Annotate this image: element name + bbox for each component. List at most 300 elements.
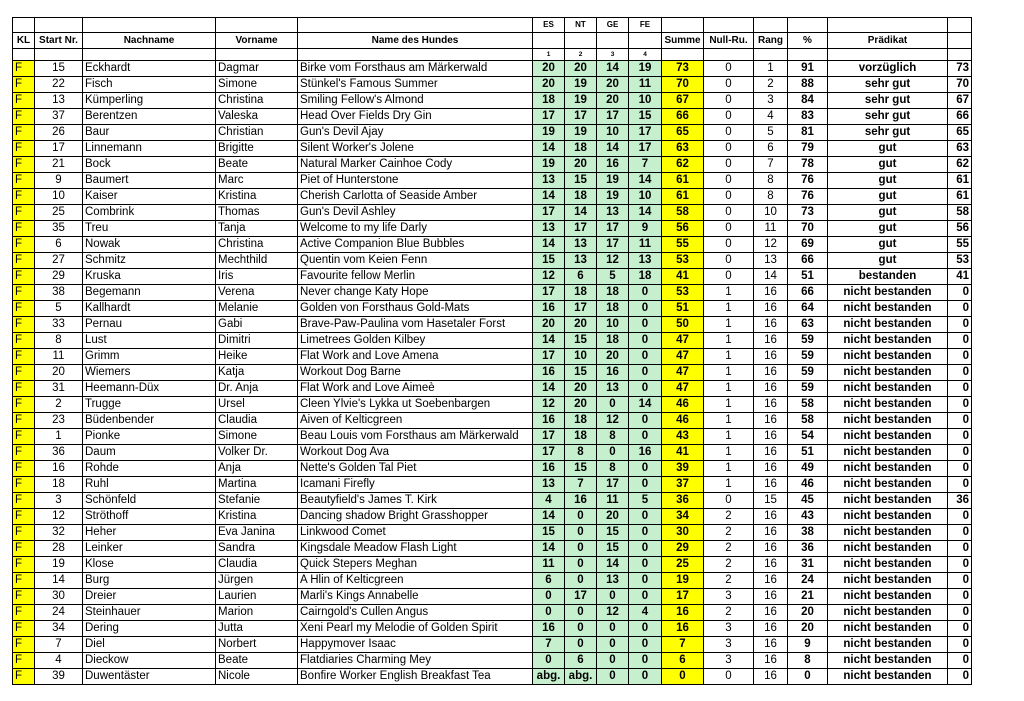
cell-vorname: Marc: [216, 173, 298, 189]
cell-vorname: Volker Dr.: [216, 445, 298, 461]
cell-vorname: Melanie: [216, 301, 298, 317]
cell-hund: Piet of Hunterstone: [298, 173, 533, 189]
cell-start-nr: 18: [35, 477, 83, 493]
cell-hund: Dancing shadow Bright Grasshopper: [298, 509, 533, 525]
cell-prozent: 59: [788, 333, 828, 349]
cell-nachname: Baur: [83, 125, 216, 141]
cell-start-nr: 35: [35, 221, 83, 237]
cell-es: 17: [533, 429, 565, 445]
cell-hund: Marli's Kings Annabelle: [298, 589, 533, 605]
cell-hund: Bonfire Worker English Breakfast Tea: [298, 669, 533, 685]
table-row: [13, 109, 972, 125]
cell-praedikat: nicht bestanden: [828, 493, 948, 509]
cell-start-nr: 1: [35, 429, 83, 445]
cell-null-ru: 0: [704, 109, 754, 125]
cell-nt: 14: [565, 205, 597, 221]
header-kl: [13, 18, 35, 33]
cell-praedikat: nicht bestanden: [828, 637, 948, 653]
cell-praedikat: sehr gut: [828, 125, 948, 141]
cell-fe: 0: [629, 413, 662, 429]
cell-kl: F: [13, 237, 35, 253]
cell-es: 14: [533, 509, 565, 525]
cell-prozent: 83: [788, 109, 828, 125]
cell-vorname: Simone: [216, 77, 298, 93]
cell-kl: F: [13, 157, 35, 173]
table-row: [13, 445, 972, 461]
table-row: [13, 269, 972, 285]
cell-nt: 0: [565, 557, 597, 573]
cell-vorname: Nicole: [216, 669, 298, 685]
cell-nt: 15: [565, 461, 597, 477]
cell-ge: 11: [597, 493, 629, 509]
cell-es: 16: [533, 413, 565, 429]
cell-ge: 12: [597, 413, 629, 429]
cell-summe: 41: [662, 445, 704, 461]
cell-start-nr: 37: [35, 109, 83, 125]
cell-fe: 0: [629, 349, 662, 365]
cell-nt: 0: [565, 621, 597, 637]
cell-vorname: Eva Janina: [216, 525, 298, 541]
cell-summe: 51: [662, 301, 704, 317]
cell-summe: 6: [662, 653, 704, 669]
cell-hund: Welcome to my life Darly: [298, 221, 533, 237]
cell-kl: F: [13, 93, 35, 109]
cell-null-ru: 1: [704, 413, 754, 429]
header-prozent: %: [788, 33, 828, 49]
cell-praedikat: nicht bestanden: [828, 621, 948, 637]
cell-rang: 13: [754, 253, 788, 269]
cell-summe: 37: [662, 477, 704, 493]
cell-nt: 20: [565, 397, 597, 413]
cell-summe: 16: [662, 621, 704, 637]
cell-summe: 53: [662, 285, 704, 301]
cell-rang: 14: [754, 269, 788, 285]
cell-rang: 6: [754, 141, 788, 157]
cell-kl: F: [13, 77, 35, 93]
header-fe: [629, 33, 662, 49]
cell-vorname: Valeska: [216, 109, 298, 125]
cell-es: 16: [533, 621, 565, 637]
cell-hund: Cleen Ylvie's Lykka ut Soebenbargen: [298, 397, 533, 413]
header-fe: 4: [629, 49, 662, 61]
cell-start-nr: 25: [35, 205, 83, 221]
cell-ge: 18: [597, 333, 629, 349]
cell-ge: 5: [597, 269, 629, 285]
header-summe: [662, 49, 704, 61]
cell-start-nr: 33: [35, 317, 83, 333]
cell-ge: 15: [597, 525, 629, 541]
table-row: [13, 397, 972, 413]
cell-nt: 15: [565, 173, 597, 189]
cell-hund: Happymover Isaac: [298, 637, 533, 653]
cell-summe: 34: [662, 509, 704, 525]
cell-nachname: Leinker: [83, 541, 216, 557]
cell-vorname: Iris: [216, 269, 298, 285]
cell-null-ru: 3: [704, 621, 754, 637]
cell-es: 13: [533, 477, 565, 493]
cell-nachname: Baumert: [83, 173, 216, 189]
table-row: [13, 237, 972, 253]
table-row: [13, 541, 972, 557]
table-row: [13, 381, 972, 397]
cell-start-nr: 14: [35, 573, 83, 589]
cell-hund: Workout Dog Ava: [298, 445, 533, 461]
cell-es: 4: [533, 493, 565, 509]
cell-vorname: Beate: [216, 157, 298, 173]
cell-fe: 10: [629, 93, 662, 109]
header-praedikat: [828, 49, 948, 61]
cell-fe: 15: [629, 109, 662, 125]
cell-kl: F: [13, 637, 35, 653]
cell-start-nr: 31: [35, 381, 83, 397]
cell-praedikat: nicht bestanden: [828, 365, 948, 381]
cell-nt: 17: [565, 109, 597, 125]
cell-punkte: 41: [948, 269, 972, 285]
cell-ge: 12: [597, 253, 629, 269]
header-praedikat: Prädikat: [828, 33, 948, 49]
table-row: [13, 157, 972, 173]
cell-ge: 19: [597, 189, 629, 205]
cell-praedikat: gut: [828, 173, 948, 189]
cell-ge: 0: [597, 653, 629, 669]
header-nachname: Nachname: [83, 33, 216, 49]
cell-fe: 0: [629, 333, 662, 349]
cell-kl: F: [13, 509, 35, 525]
cell-kl: F: [13, 301, 35, 317]
cell-nt: 0: [565, 509, 597, 525]
cell-praedikat: gut: [828, 205, 948, 221]
cell-ge: 18: [597, 285, 629, 301]
cell-prozent: 64: [788, 301, 828, 317]
cell-kl: F: [13, 61, 35, 77]
table-row: [13, 349, 972, 365]
cell-es: 11: [533, 557, 565, 573]
cell-null-ru: 1: [704, 301, 754, 317]
cell-vorname: Kristina: [216, 189, 298, 205]
header-es: [533, 33, 565, 49]
cell-nt: 20: [565, 61, 597, 77]
cell-fe: 14: [629, 173, 662, 189]
cell-rang: 16: [754, 605, 788, 621]
cell-vorname: Ursel: [216, 397, 298, 413]
cell-rang: 16: [754, 461, 788, 477]
cell-es: 14: [533, 541, 565, 557]
cell-nt: 6: [565, 653, 597, 669]
cell-null-ru: 1: [704, 317, 754, 333]
cell-ge: 16: [597, 365, 629, 381]
header-prozent: [788, 49, 828, 61]
cell-prozent: 69: [788, 237, 828, 253]
cell-fe: 4: [629, 605, 662, 621]
cell-rang: 16: [754, 525, 788, 541]
cell-fe: 0: [629, 301, 662, 317]
cell-start-nr: 20: [35, 365, 83, 381]
cell-es: 0: [533, 653, 565, 669]
cell-prozent: 91: [788, 61, 828, 77]
cell-ge: 20: [597, 93, 629, 109]
cell-nachname: Heemann-Düx: [83, 381, 216, 397]
cell-praedikat: nicht bestanden: [828, 445, 948, 461]
cell-fe: 17: [629, 141, 662, 157]
cell-fe: 0: [629, 541, 662, 557]
cell-nt: 18: [565, 141, 597, 157]
cell-prozent: 45: [788, 493, 828, 509]
cell-hund: Kingsdale Meadow Flash Light: [298, 541, 533, 557]
table-row: [13, 189, 972, 205]
cell-es: 14: [533, 189, 565, 205]
cell-start-nr: 8: [35, 333, 83, 349]
cell-kl: F: [13, 589, 35, 605]
cell-prozent: 31: [788, 557, 828, 573]
header-kl: [13, 49, 35, 61]
cell-prozent: 20: [788, 621, 828, 637]
cell-vorname: Verena: [216, 285, 298, 301]
cell-ge: 17: [597, 237, 629, 253]
cell-ge: 17: [597, 477, 629, 493]
cell-rang: 16: [754, 333, 788, 349]
cell-vorname: Simone: [216, 429, 298, 445]
cell-rang: 16: [754, 589, 788, 605]
cell-summe: 50: [662, 317, 704, 333]
cell-praedikat: gut: [828, 189, 948, 205]
header-summe: [662, 18, 704, 33]
cell-summe: 17: [662, 589, 704, 605]
table-row: [13, 173, 972, 189]
cell-rang: 4: [754, 109, 788, 125]
cell-start-nr: 13: [35, 93, 83, 109]
cell-hund: Flatdiaries Charming Mey: [298, 653, 533, 669]
cell-hund: Beautyfield's James T. Kirk: [298, 493, 533, 509]
cell-summe: 47: [662, 333, 704, 349]
table-row: [13, 605, 972, 621]
cell-kl: F: [13, 541, 35, 557]
cell-fe: 17: [629, 125, 662, 141]
cell-punkte: 63: [948, 141, 972, 157]
header-nt: [565, 33, 597, 49]
cell-vorname: Heike: [216, 349, 298, 365]
cell-vorname: Brigitte: [216, 141, 298, 157]
header-hund: [298, 49, 533, 61]
cell-praedikat: nicht bestanden: [828, 509, 948, 525]
cell-vorname: Claudia: [216, 413, 298, 429]
cell-vorname: Christian: [216, 125, 298, 141]
cell-es: 14: [533, 333, 565, 349]
cell-prozent: 8: [788, 653, 828, 669]
cell-null-ru: 0: [704, 93, 754, 109]
cell-nt: 15: [565, 333, 597, 349]
cell-fe: 0: [629, 669, 662, 685]
table-row: [13, 285, 972, 301]
cell-null-ru: 0: [704, 141, 754, 157]
cell-null-ru: 0: [704, 493, 754, 509]
cell-vorname: Jutta: [216, 621, 298, 637]
cell-nt: 15: [565, 365, 597, 381]
header-row-main: [13, 33, 972, 49]
cell-nachname: Bock: [83, 157, 216, 173]
cell-start-nr: 15: [35, 61, 83, 77]
cell-praedikat: nicht bestanden: [828, 461, 948, 477]
cell-rang: 3: [754, 93, 788, 109]
cell-praedikat: vorzüglich: [828, 61, 948, 77]
cell-hund: Icamani Firefly: [298, 477, 533, 493]
cell-es: 12: [533, 269, 565, 285]
cell-vorname: Katja: [216, 365, 298, 381]
cell-start-nr: 38: [35, 285, 83, 301]
cell-es: 0: [533, 605, 565, 621]
cell-vorname: Tanja: [216, 221, 298, 237]
cell-hund: Cherish Carlotta of Seaside Amber: [298, 189, 533, 205]
cell-ge: 20: [597, 349, 629, 365]
cell-prozent: 76: [788, 189, 828, 205]
cell-punkte: 0: [948, 317, 972, 333]
cell-rang: 16: [754, 637, 788, 653]
cell-nachname: Diel: [83, 637, 216, 653]
header-es: 1: [533, 49, 565, 61]
cell-null-ru: 0: [704, 669, 754, 685]
cell-summe: 53: [662, 253, 704, 269]
cell-start-nr: 16: [35, 461, 83, 477]
cell-punkte: 61: [948, 189, 972, 205]
cell-prozent: 49: [788, 461, 828, 477]
cell-kl: F: [13, 141, 35, 157]
cell-nt: 20: [565, 381, 597, 397]
table-row: [13, 525, 972, 541]
cell-summe: 67: [662, 93, 704, 109]
cell-summe: 73: [662, 61, 704, 77]
table-row: [13, 221, 972, 237]
cell-praedikat: sehr gut: [828, 109, 948, 125]
cell-null-ru: 2: [704, 557, 754, 573]
cell-hund: Beau Louis vom Forsthaus am Märkerwald: [298, 429, 533, 445]
cell-hund: Quick Stepers Meghan: [298, 557, 533, 573]
cell-fe: 0: [629, 621, 662, 637]
cell-es: 14: [533, 381, 565, 397]
cell-start-nr: 36: [35, 445, 83, 461]
header-nt: 2: [565, 49, 597, 61]
cell-nachname: Dering: [83, 621, 216, 637]
cell-rang: 1: [754, 61, 788, 77]
cell-nachname: Linnemann: [83, 141, 216, 157]
cell-nachname: Heher: [83, 525, 216, 541]
cell-praedikat: gut: [828, 141, 948, 157]
cell-summe: 36: [662, 493, 704, 509]
cell-nachname: Lust: [83, 333, 216, 349]
cell-ge: 8: [597, 429, 629, 445]
cell-prozent: 59: [788, 365, 828, 381]
cell-start-nr: 24: [35, 605, 83, 621]
cell-nachname: Kaiser: [83, 189, 216, 205]
cell-hund: Aiven of Kelticgreen: [298, 413, 533, 429]
header-row-sub: [13, 49, 972, 61]
cell-nachname: Eckhardt: [83, 61, 216, 77]
cell-nachname: Treu: [83, 221, 216, 237]
cell-null-ru: 1: [704, 445, 754, 461]
cell-fe: 0: [629, 573, 662, 589]
cell-ge: 10: [597, 125, 629, 141]
cell-praedikat: nicht bestanden: [828, 541, 948, 557]
cell-vorname: Beate: [216, 653, 298, 669]
cell-ge: 16: [597, 157, 629, 173]
cell-fe: 0: [629, 365, 662, 381]
cell-nt: 18: [565, 189, 597, 205]
cell-kl: F: [13, 493, 35, 509]
cell-praedikat: nicht bestanden: [828, 477, 948, 493]
cell-es: 17: [533, 445, 565, 461]
header-summe: Summe: [662, 33, 704, 49]
cell-nachname: Klose: [83, 557, 216, 573]
header-vorname: Vorname: [216, 33, 298, 49]
cell-fe: 0: [629, 557, 662, 573]
cell-punkte: 73: [948, 61, 972, 77]
cell-fe: 11: [629, 237, 662, 253]
cell-ge: 17: [597, 109, 629, 125]
cell-null-ru: 2: [704, 541, 754, 557]
cell-punkte: 0: [948, 429, 972, 445]
cell-fe: 0: [629, 589, 662, 605]
cell-rang: 16: [754, 429, 788, 445]
cell-fe: 0: [629, 381, 662, 397]
cell-rang: 11: [754, 221, 788, 237]
cell-prozent: 70: [788, 221, 828, 237]
cell-summe: 19: [662, 573, 704, 589]
table-row: [13, 205, 972, 221]
cell-kl: F: [13, 269, 35, 285]
cell-es: 16: [533, 461, 565, 477]
cell-kl: F: [13, 525, 35, 541]
cell-nt: 19: [565, 77, 597, 93]
cell-hund: A Hlin of Kelticgreen: [298, 573, 533, 589]
cell-fe: 10: [629, 189, 662, 205]
cell-fe: 0: [629, 637, 662, 653]
cell-hund: Silent Worker's Jolene: [298, 141, 533, 157]
header-fe: FE: [629, 18, 662, 33]
cell-null-ru: 1: [704, 333, 754, 349]
cell-punkte: 0: [948, 669, 972, 685]
cell-ge: 12: [597, 605, 629, 621]
cell-rang: 16: [754, 349, 788, 365]
cell-nachname: Nowak: [83, 237, 216, 253]
cell-hund: Linkwood Comet: [298, 525, 533, 541]
cell-rang: 16: [754, 669, 788, 685]
cell-ge: 13: [597, 573, 629, 589]
cell-rang: 15: [754, 493, 788, 509]
table-row: [13, 317, 972, 333]
cell-nt: 0: [565, 605, 597, 621]
cell-kl: F: [13, 109, 35, 125]
cell-prozent: 51: [788, 445, 828, 461]
cell-rang: 16: [754, 621, 788, 637]
table-row: [13, 621, 972, 637]
cell-praedikat: nicht bestanden: [828, 573, 948, 589]
cell-nt: 0: [565, 525, 597, 541]
cell-hund: Brave-Paw-Paulina vom Hasetaler Forst: [298, 317, 533, 333]
cell-nt: 13: [565, 237, 597, 253]
cell-start-nr: 28: [35, 541, 83, 557]
cell-vorname: Stefanie: [216, 493, 298, 509]
cell-praedikat: nicht bestanden: [828, 557, 948, 573]
cell-prozent: 76: [788, 173, 828, 189]
cell-praedikat: gut: [828, 221, 948, 237]
cell-punkte: 62: [948, 157, 972, 173]
table-row: [13, 429, 972, 445]
cell-null-ru: 0: [704, 237, 754, 253]
cell-punkte: 0: [948, 365, 972, 381]
cell-es: 16: [533, 301, 565, 317]
cell-nachname: Wiemers: [83, 365, 216, 381]
cell-fe: 0: [629, 477, 662, 493]
table-row: [13, 365, 972, 381]
cell-es: 20: [533, 317, 565, 333]
